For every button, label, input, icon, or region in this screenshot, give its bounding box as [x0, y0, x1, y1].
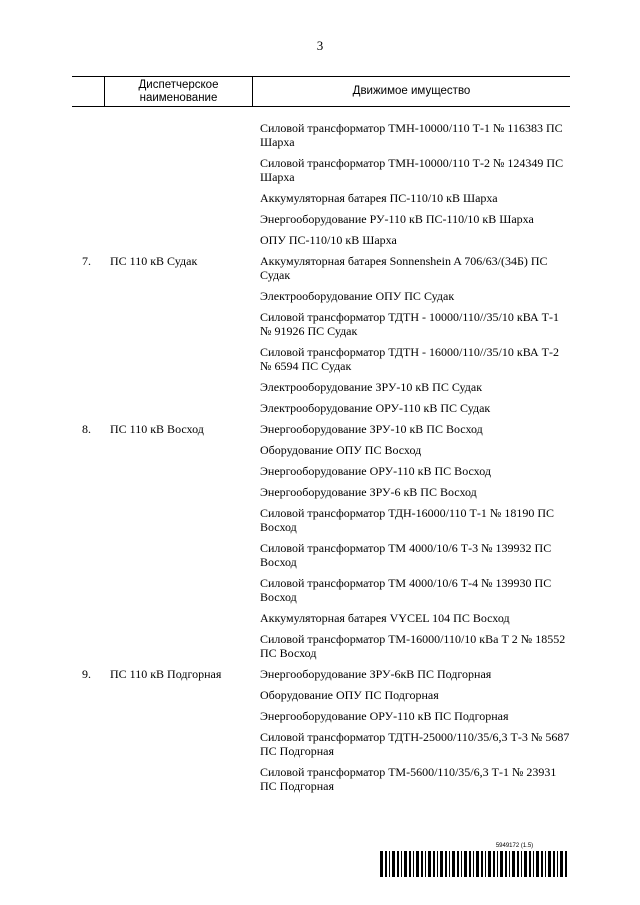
- property-item: Силовой трансформатор ТДТН-25000/110/35/6,3 Т-3 № 5687 ПС Подгорная: [260, 730, 570, 758]
- row-property-list: [260, 121, 570, 254]
- row-property-list: [260, 667, 570, 800]
- row-property-list: [260, 254, 570, 422]
- property-item: Энергооборудование ОРУ-110 кВ ПС Восход: [260, 464, 491, 478]
- property-item: Электрооборудование ОПУ ПС Судак: [260, 289, 455, 303]
- table-body: [72, 121, 570, 800]
- property-item: Силовой трансформатор ТДТН - 16000/110//35/10 кВА Т-2 № 6594 ПС Судак: [260, 345, 559, 373]
- row-dispatch-name: ПС 110 кВ Подгорная: [110, 667, 222, 681]
- page-number: 3: [316, 38, 324, 53]
- property-item: Силовой трансформатор ТМ-16000/110/10 кВа Т 2 № 18552 ПС Восход: [260, 632, 566, 660]
- row-dispatch-name: ПС 110 кВ Восход: [110, 422, 204, 436]
- row-dispatch-name: ПС 110 кВ Судак: [110, 254, 198, 268]
- property-item: Оборудование ОПУ ПС Восход: [260, 443, 422, 457]
- property-item: Силовой трансформатор ТДН-16000/110 Т-1 № 18190 ПС Восход: [260, 506, 554, 534]
- property-item: Энергооборудование ЗРУ-10 кВ ПС Восход: [260, 422, 483, 436]
- table-header-bottom-border: [72, 106, 570, 107]
- property-item: Электрооборудование ОРУ-110 кВ ПС Судак: [260, 401, 491, 415]
- property-item: Силовой трансформатор ТМ 4000/10/6 Т-3 № 139932 ПС Восход: [260, 541, 552, 569]
- table-row: [72, 422, 570, 667]
- row-number: 9.: [82, 667, 91, 681]
- property-item: Силовой трансформатор ТМН-10000/110 Т-1 № 116383 ПС Шарха: [260, 121, 563, 149]
- property-item: Аккумуляторная батарея VYCEL 104 ПС Восход: [260, 611, 510, 625]
- property-item: Силовой трансформатор ТМ 4000/10/6 Т-4 № 139930 ПС Восход: [260, 576, 552, 604]
- property-item: Силовой трансформатор ТДТН - 10000/110//35/10 кВА Т-1 № 91926 ПС Судак: [260, 310, 559, 338]
- property-item: Аккумуляторная батарея ПС-110/10 кВ Шарха: [260, 191, 498, 205]
- property-item: Силовой трансформатор ТМ-5600/110/35/6,3 Т-1 № 23931 ПС Подгорная: [260, 765, 557, 793]
- property-item: Энергооборудование ЗРУ-6 кВ ПС Восход: [260, 485, 477, 499]
- property-item: Силовой трансформатор ТМН-10000/110 Т-2 № 124349 ПС Шарха: [260, 156, 564, 184]
- barcode-block: [379, 843, 570, 877]
- property-item: Энергооборудование ОРУ-110 кВ ПС Подгорная: [260, 709, 509, 723]
- table-row: [72, 667, 570, 800]
- property-item: Электрооборудование ЗРУ-10 кВ ПС Судак: [260, 380, 483, 394]
- header-dispatch-name: Диспетчерское наименование: [138, 78, 219, 104]
- barcode-image: [379, 851, 570, 877]
- table-row: [72, 254, 570, 422]
- property-item: Аккумуляторная батарея Sonnenshein A 706/63/(34Б) ПС Судак: [260, 254, 548, 282]
- row-number: 7.: [82, 254, 91, 268]
- barcode-number: 5949172 (1.5): [495, 843, 534, 849]
- property-item: ОПУ ПС-110/10 кВ Шарха: [260, 233, 397, 247]
- row-property-list: [260, 422, 570, 667]
- table-row: [72, 121, 570, 254]
- row-number: 8.: [82, 422, 91, 436]
- property-item: Оборудование ОПУ ПС Подгорная: [260, 688, 439, 702]
- property-item: Энергооборудование РУ-110 кВ ПС-110/10 кВ Шарха: [260, 212, 534, 226]
- property-item: Энергооборудование ЗРУ-6кВ ПС Подгорная: [260, 667, 492, 681]
- header-movable-property: Движимое имущество: [352, 85, 471, 97]
